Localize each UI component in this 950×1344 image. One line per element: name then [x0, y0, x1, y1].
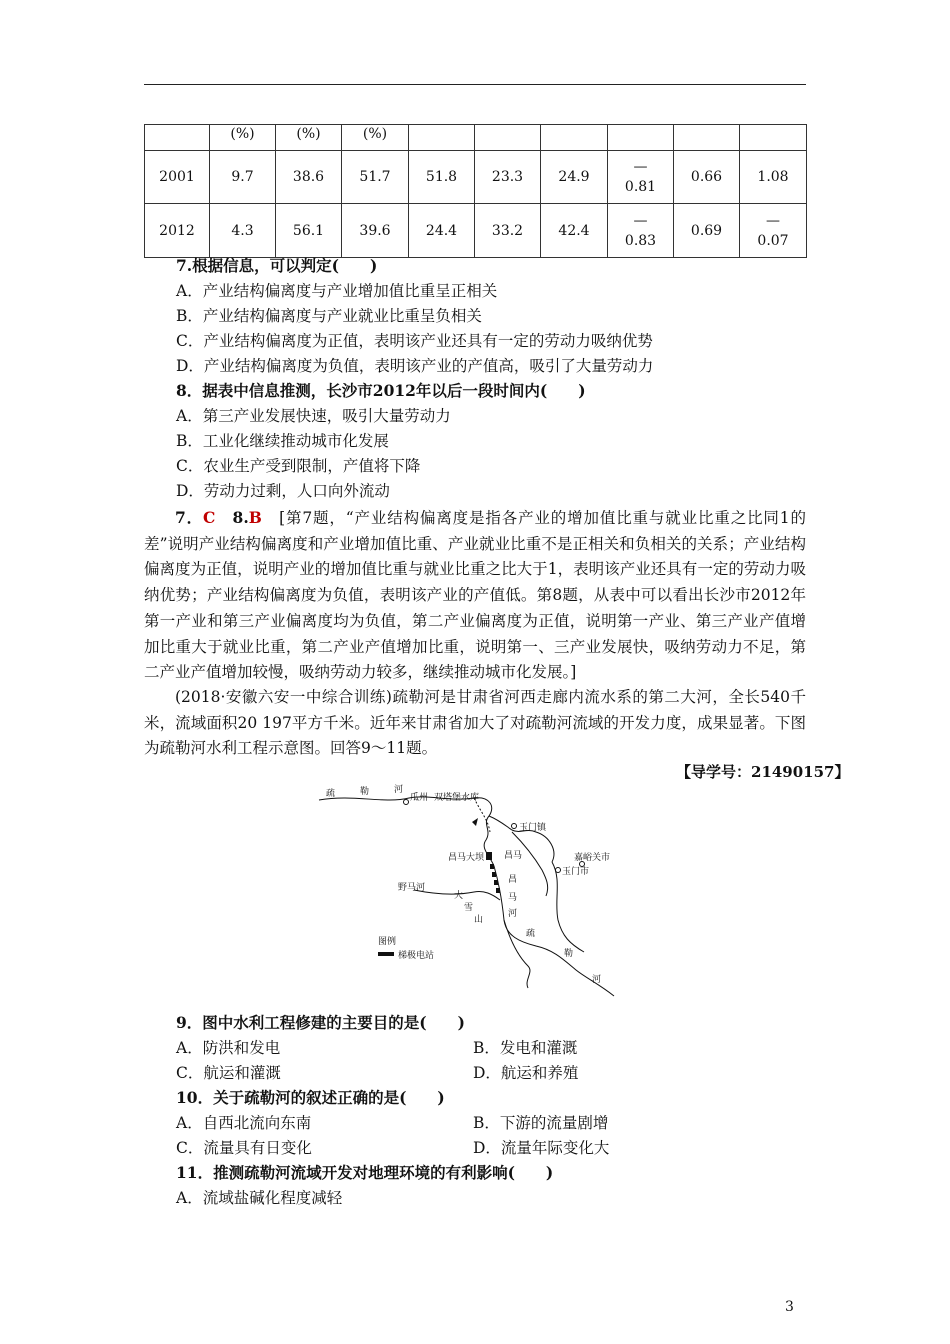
page-number: 3	[785, 1299, 794, 1315]
map-label-shan: 山	[474, 915, 484, 925]
q8-option-b: B．工业化继续推动城市化发展	[176, 432, 389, 450]
q7-option-d: D．产业结构偏离度为负值，表明该产业的产值高，吸引了大量劳动力	[176, 357, 654, 375]
q8-option-a: A．第三产业发展快速，吸引大量劳动力	[176, 407, 451, 425]
table-cell	[608, 204, 674, 258]
q10-stem: 10．关于疏勒河的叙述正确的是( )	[176, 1088, 445, 1107]
map-label-reservoir: 双塔堡水库	[434, 793, 480, 803]
table-cell	[608, 151, 674, 204]
river-upper	[319, 797, 614, 996]
answer-7: C	[203, 508, 216, 527]
q8-option-d: D．劳动力过剩，人口向外流动	[176, 482, 390, 500]
shule-river-map	[314, 760, 634, 1000]
table-cell	[409, 125, 475, 151]
legend-swatch	[378, 952, 394, 956]
answer-number-8: 8.	[215, 508, 249, 527]
table-cell: 1.08	[740, 151, 807, 204]
yumenshi-marker	[556, 868, 561, 873]
power-station	[494, 880, 498, 885]
arrow-marker	[472, 818, 478, 826]
answer-8: B	[248, 508, 262, 527]
table-cell	[145, 125, 210, 151]
table-cell: 9.7	[210, 151, 276, 204]
answer-number-7: 7．	[175, 508, 203, 527]
table-cell: 2012	[145, 204, 210, 258]
table-row	[145, 125, 807, 151]
map-label-xue: 雪	[464, 903, 474, 913]
map-label-le-lower: 勒	[564, 949, 574, 959]
explanation-text: [第7题，“产业结构偏离度是指各产业的增加值比重与就业比重之比同1的差”说明产业结构偏离度和产业增加值比重、产业就业比重不是正相关和负相关的关系；产业结构偏离度为正值，说明产业的增加值比重与就业比重之比大于1，表明该产业还具有一定的劳动力吸纳优势；产业结构偏离度为负值，表明该产业的产值低。第8题，从表中可以看出长沙市2012年第一产业和第三产业偏离度均为负值，第二产业偏离度为正值，说明第一产业、第三产业产值增加比重大于就业比重，第二产业产值增加比重，说明第一、三产业发展快，吸纳劳动力不足，第二产业产值增加较慢，吸纳劳动力较多，继续推动城市化发展。]	[144, 509, 806, 682]
table-row	[145, 204, 807, 258]
data-table	[144, 124, 807, 258]
map-legend-item: 梯极电站	[398, 951, 435, 961]
q9-option-c: C．航运和灌溉	[176, 1064, 281, 1082]
table-cell	[541, 125, 608, 151]
map-label-shu-lower: 疏	[526, 929, 536, 939]
map-label-da: 大	[454, 891, 464, 901]
table-cell	[740, 125, 807, 151]
table-cell: 33.2	[475, 204, 541, 258]
q9-stem: 9．图中水利工程修建的主要目的是( )	[176, 1013, 465, 1032]
answer-explanation	[144, 505, 806, 686]
q7-stem: 7.根据信息，可以判定( )	[176, 256, 378, 275]
map-label-jiayuguan: 嘉峪关市	[574, 853, 611, 863]
map-label-changma: 昌马	[504, 851, 523, 861]
map-label-yumenshi: 玉门市	[562, 867, 590, 877]
map-label-shu: 疏	[326, 789, 336, 799]
cell-value: 0.83	[624, 232, 657, 249]
map-label-cm-chang: 昌	[508, 875, 518, 885]
map-label-cm-he: 河	[508, 909, 518, 919]
table-cell: 24.4	[409, 204, 475, 258]
table-cell: 2001	[145, 151, 210, 204]
table-cell: 42.4	[541, 204, 608, 258]
cell-value: 0.81	[624, 179, 657, 195]
table-cell: 38.6	[276, 151, 342, 204]
map-label-yumenzhen: 玉门镇	[519, 823, 547, 833]
q10-option-c: C．流量具有日变化	[176, 1139, 312, 1157]
table-cell: 39.6	[342, 204, 409, 258]
q9-option-a: A．防洪和发电	[176, 1039, 281, 1057]
map-label-dam: 昌马大坝	[448, 853, 485, 863]
table-cell: 23.3	[475, 151, 541, 204]
table-cell: 24.9	[541, 151, 608, 204]
table-cell: 56.1	[276, 204, 342, 258]
table-cell: 0.69	[674, 204, 740, 258]
dam-marker	[486, 852, 492, 860]
table-cell	[475, 125, 541, 151]
minus-sign: —	[765, 212, 780, 229]
power-station	[490, 864, 494, 869]
map-legend-title: 图例	[378, 937, 397, 947]
table-cell: (%)	[210, 125, 276, 151]
map-label-he-lower: 河	[592, 975, 602, 985]
header-rule	[144, 84, 806, 85]
map-label-yemahe: 野马河	[398, 883, 426, 893]
q9-option-b: B．发电和灌溉	[473, 1039, 578, 1057]
q10-option-a: A．自西北流向东南	[176, 1114, 312, 1132]
map-label-guazhou: 瓜州	[410, 793, 429, 803]
q9-option-d: D．航运和养殖	[473, 1064, 579, 1082]
q8-option-c: C．农业生产受到限制，产值将下降	[176, 457, 421, 475]
table-cell: 51.7	[342, 151, 409, 204]
q10-option-d: D．流量年际变化大	[473, 1139, 610, 1157]
power-station	[496, 888, 500, 893]
q7-option-a: A．产业结构偏离度与产业增加值比重呈正相关	[176, 282, 498, 300]
yumenzhen-marker	[512, 824, 517, 829]
q7-option-c: C．产业结构偏离度为正值，表明该产业还具有一定的劳动力吸纳优势	[176, 332, 653, 350]
cell-value: 0.07	[757, 232, 789, 249]
table-cell: 51.8	[409, 151, 475, 204]
q11-option-a: A．流域盐碱化程度减轻	[176, 1189, 343, 1207]
guide-number: 【导学号：21490157】	[676, 763, 850, 781]
table-row	[145, 151, 807, 204]
map-label-le: 勒	[360, 787, 370, 797]
q8-stem: 8．据表中信息推测，长沙市2012年以后一段时间内( )	[176, 381, 586, 400]
map-label-cm-ma: 马	[508, 893, 518, 903]
q11-stem: 11．推测疏勒河流域开发对地理环境的有利影响( )	[176, 1163, 554, 1182]
minus-sign: —	[633, 159, 648, 175]
table-cell: (%)	[276, 125, 342, 151]
table-cell: 4.3	[210, 204, 276, 258]
guazhou-marker	[404, 800, 409, 805]
q10-option-b: B．下游的流量剧增	[473, 1114, 609, 1132]
power-station	[492, 872, 496, 877]
table-cell: 0.66	[674, 151, 740, 204]
table-cell	[674, 125, 740, 151]
river-branch-city	[512, 832, 548, 896]
q7-option-b: B．产业结构偏离度与产业就业比重呈负相关	[176, 307, 482, 325]
table-cell: (%)	[342, 125, 409, 151]
minus-sign: —	[633, 212, 648, 229]
intro-passage: (2018·安徽六安一中综合训练)疏勒河是甘肃省河西走廊内流水系的第二大河，全长540千米，流域面积20 197平方千米。近年来甘肃省加大了对疏勒河流域的开发力度，成果显著。下图为疏勒河水利工程示意图。回答9～11题。	[144, 688, 806, 758]
table-cell	[740, 204, 807, 258]
canal	[474, 798, 490, 832]
map-label-he: 河	[394, 785, 404, 795]
table-cell	[608, 125, 674, 151]
